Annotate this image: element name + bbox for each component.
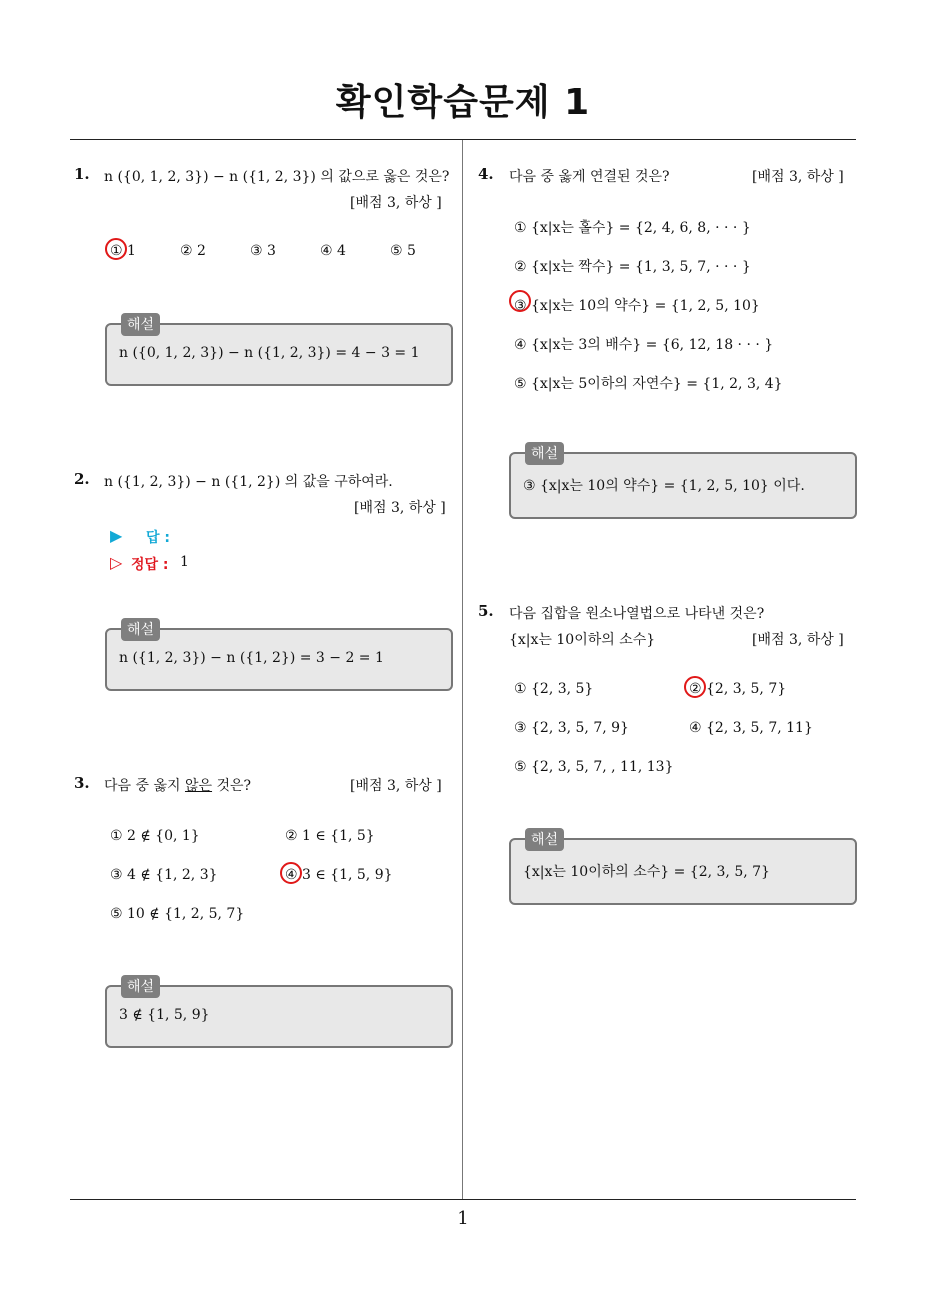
choice-3[interactable]: ③ 4 ∉ {1, 2, 3} [110, 867, 218, 883]
solution-text: n ({0, 1, 2, 3}) − n ({1, 2, 3}) = 4 − 3 = 1 [119, 345, 420, 361]
solution-box [509, 832, 857, 905]
choice-4[interactable]: ④ 3 ∈ {1, 5, 9} [285, 867, 393, 883]
question-number: 5. [478, 602, 494, 620]
choice-5[interactable]: ⑤ {2, 3, 5, 7, , 11, 13} [514, 759, 674, 775]
choice-1[interactable]: ① {2, 3, 5} [514, 681, 594, 697]
choice-3[interactable]: ③ {x|x는 10의 약수} = {1, 2, 5, 10} [514, 298, 760, 314]
header-rule [70, 139, 856, 140]
solution-text: n ({1, 2, 3}) − n ({1, 2}) = 3 − 2 = 1 [119, 650, 384, 666]
solution-tag: 해설 [121, 618, 160, 641]
solution-tag: 해설 [121, 975, 160, 998]
question-text: 다음 중 옳게 연결된 것은? [509, 169, 670, 185]
solution-box [105, 317, 453, 386]
solution-box [105, 622, 453, 691]
key-value: 1 [180, 554, 189, 570]
question-set-notation: {x|x는 10이하의 소수} [509, 632, 656, 648]
page-title: 확인학습문제 1 [335, 82, 591, 123]
score-label: [배점 3, 하상 ] [350, 778, 442, 794]
choice-2[interactable]: ② 1 ∈ {1, 5} [285, 828, 375, 844]
question-text: 다음 집합을 원소나열법으로 나타낸 것은? [509, 606, 765, 622]
score-label: [배점 3, 하상 ] [752, 169, 844, 185]
answer-label: 답 : [146, 530, 170, 546]
choice-5[interactable]: ⑤ 10 ∉ {1, 2, 5, 7} [110, 906, 245, 922]
choice-2[interactable]: ② {2, 3, 5, 7} [689, 681, 787, 697]
question-number: 4. [478, 165, 494, 183]
choice-4[interactable]: ④ {x|x는 3의 배수} = {6, 12, 18 · · · } [514, 337, 774, 353]
answer-marker-icon: ▶ [110, 526, 123, 545]
solution-tag: 해설 [525, 442, 564, 465]
solution-tag: 해설 [121, 313, 160, 336]
solution-box [509, 446, 857, 519]
choice-1[interactable]: ① 2 ∉ {0, 1} [110, 828, 200, 844]
choice-3[interactable]: ③ {2, 3, 5, 7, 9} [514, 720, 629, 736]
answer-circle-mark [684, 676, 706, 698]
question-number: 2. [74, 470, 90, 488]
solution-tag: 해설 [525, 828, 564, 851]
column-divider [462, 140, 463, 1200]
solution-box [105, 979, 453, 1048]
underlined-word: 않은 [184, 778, 213, 794]
question-text: n ({1, 2, 3}) − n ({1, 2}) 의 값을 구하여라. [104, 474, 393, 490]
choice-1[interactable]: ① 1 [110, 243, 136, 259]
key-label: 정답 : [131, 557, 169, 573]
choice-3[interactable]: ③ 3 [250, 243, 276, 259]
key-marker-icon: ▷ [110, 553, 123, 572]
footer-rule [70, 1199, 856, 1200]
score-label: [배점 3, 하상 ] [350, 195, 442, 211]
page-number: 1 [457, 1208, 469, 1229]
question-number: 1. [74, 165, 90, 183]
question-number: 3. [74, 774, 90, 792]
choice-4[interactable]: ④ 4 [320, 243, 346, 259]
choice-5[interactable]: ⑤ 5 [390, 243, 416, 259]
answer-circle-mark [105, 238, 127, 260]
solution-text: 3 ∉ {1, 5, 9} [119, 1007, 210, 1023]
solution-text: ③ {x|x는 10의 약수} = {1, 2, 5, 10} 이다. [523, 478, 805, 494]
choice-4[interactable]: ④ {2, 3, 5, 7, 11} [689, 720, 813, 736]
choice-1[interactable]: ① {x|x는 홀수} = {2, 4, 6, 8, · · · } [514, 220, 751, 236]
choice-5[interactable]: ⑤ {x|x는 5이하의 자연수} = {1, 2, 3, 4} [514, 376, 783, 392]
choice-2[interactable]: ② {x|x는 짝수} = {1, 3, 5, 7, · · · } [514, 259, 751, 275]
choice-2[interactable]: ② 2 [180, 243, 206, 259]
score-label: [배점 3, 하상 ] [354, 500, 446, 516]
score-label: [배점 3, 하상 ] [752, 632, 844, 648]
answer-circle-mark [280, 862, 302, 884]
question-text: 다음 중 옳지 않은 것은? [104, 778, 252, 794]
solution-text: {x|x는 10이하의 소수} = {2, 3, 5, 7} [523, 864, 770, 880]
question-text: n ({0, 1, 2, 3}) − n ({1, 2, 3}) 의 값으로 옳은 것은? [104, 169, 450, 185]
answer-circle-mark [509, 290, 531, 312]
